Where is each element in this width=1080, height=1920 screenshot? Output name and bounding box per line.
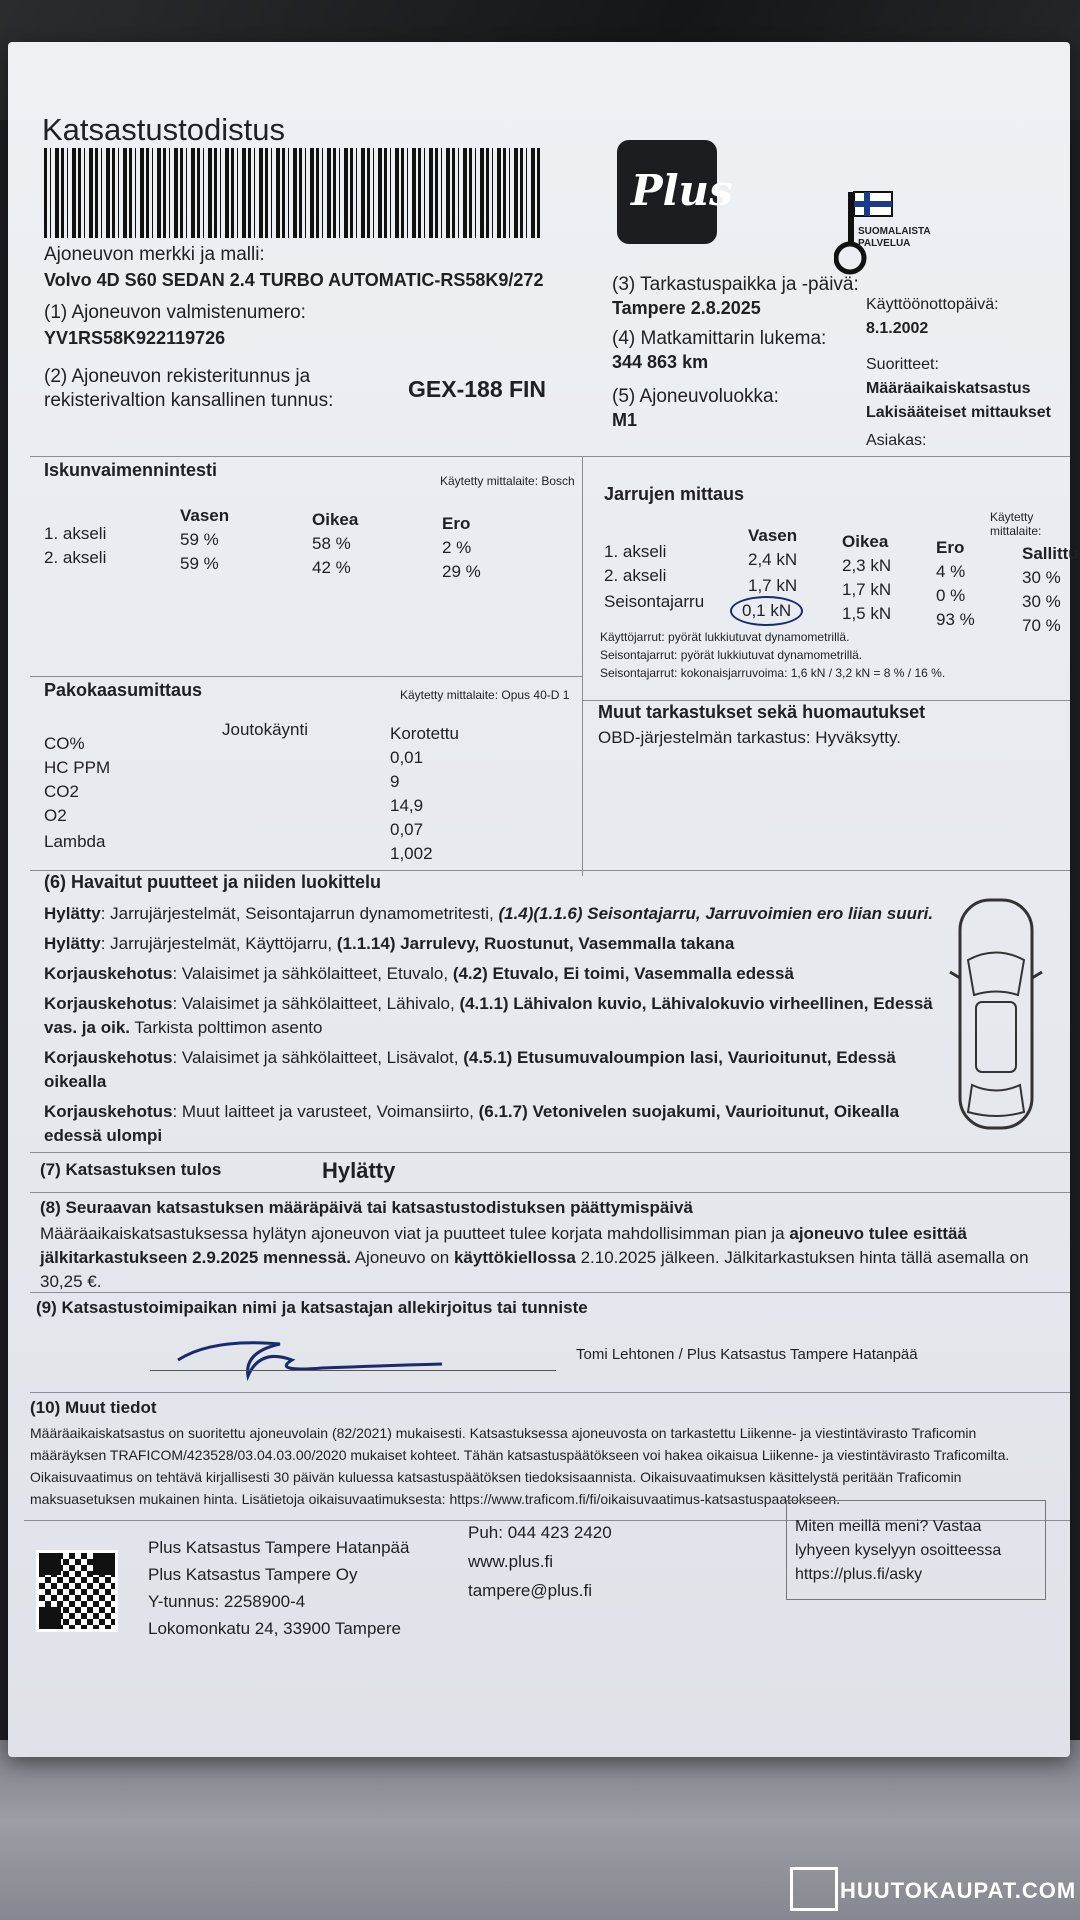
- defect-desc: : Valaisimet ja sähkölaitteet, Etuvalo,: [172, 964, 453, 983]
- shock-cell: 29 %: [442, 562, 481, 581]
- make-model-label: Ajoneuvon merkki ja malli:: [44, 244, 265, 265]
- divider: [30, 870, 1070, 871]
- defect-desc: : Muut laitteet ja varusteet, Voimansiirto,: [172, 1102, 479, 1121]
- defect-item: [44, 962, 944, 986]
- car-diagram-icon: [946, 890, 1046, 1140]
- survey-box: [786, 1500, 1046, 1600]
- shock-header-left: Vasen: [180, 506, 230, 525]
- next-text: [40, 1222, 1050, 1294]
- shock-cell: 58 %: [312, 534, 351, 553]
- shock-cell: 59 %: [180, 530, 219, 549]
- footer-ytunnus: Y-tunnus: 2258900-4: [148, 1592, 306, 1611]
- brakes-cell: 1,7 kN: [748, 576, 798, 595]
- suomalaista-palvelua-logo: [834, 186, 944, 281]
- defect-item: [44, 992, 944, 1040]
- brakes-cell: 1,7 kN: [842, 580, 892, 599]
- footer-station: Plus Katsastus Tampere Hatanpää: [148, 1538, 410, 1557]
- footer-web: www.plus.fi: [468, 1552, 554, 1571]
- brakes-note: Käyttöjarrut: pyörät lukkiutuvat dynamometrillä.: [600, 630, 850, 644]
- shock-header-diff: Ero: [442, 514, 471, 533]
- next-text-2: Ajoneuvo on: [350, 1248, 454, 1267]
- exhaust-row-label: HC PPM: [44, 758, 111, 777]
- brakes-cell: 0 %: [936, 586, 966, 605]
- qr-code: [36, 1550, 118, 1632]
- plus-logo-text: Plus: [631, 166, 733, 215]
- divider: [582, 700, 1070, 701]
- exhaust-title: Pakokaasumittaus: [44, 680, 203, 700]
- signature-title: (9) Katsastustoimipaikan nimi ja katsastajan allekirjoitus tai tunniste: [36, 1298, 588, 1317]
- performed-1: Määräaikaiskatsastus: [866, 380, 1031, 397]
- result-label: (7) Katsastuksen tulos: [40, 1160, 222, 1179]
- barcode: [44, 148, 540, 238]
- next-text-1: Määräaikaiskatsastuksessa hylätyn ajoneuvon viat ja puutteet tulee korjata mahdollisimman pian ja: [40, 1224, 790, 1243]
- divider: [30, 1152, 1070, 1153]
- vin: YV1RS58K922119726: [44, 328, 226, 348]
- first-use-label: Käyttöönottopäivä:: [866, 296, 999, 313]
- defect-desc: : Jarrujärjestelmät, Seisontajarrun dynamometritesti,: [100, 904, 499, 923]
- vin-label: (1) Ajoneuvon valmistenumero:: [44, 302, 306, 323]
- document-title: Katsastustodistus: [42, 112, 285, 147]
- defect-type: Korjauskehotus: [44, 964, 173, 983]
- defect-type: Hylätty: [44, 904, 101, 923]
- exhaust-col-idle: Joutokäynti: [222, 720, 308, 739]
- defect-item: [44, 1046, 944, 1094]
- inspector-name: Tomi Lehtonen / Plus Katsastus Tampere Hatanpää: [576, 1346, 918, 1363]
- brakes-cell: 2,4 kN: [748, 550, 798, 569]
- defect-item: [44, 932, 944, 956]
- watermark: HUUTOKAUPAT.COM: [840, 1878, 1077, 1903]
- defect-code: (4.5.1) Etusumuvaloumpion lasi, Vaurioitunut, Edessä oikealla: [44, 1048, 896, 1091]
- finn-text-1: SUOMALAISTA: [858, 226, 931, 237]
- parking-brake-left-circled: 0,1 kN: [730, 596, 803, 626]
- plus-logo: [617, 140, 733, 244]
- brakes-header: Sallittu: [1022, 544, 1079, 563]
- brakes-device: Käytetty mittalaite:: [990, 510, 1042, 538]
- brakes-cell: 70 %: [1022, 616, 1061, 635]
- exhaust-row-label: O2: [44, 806, 67, 825]
- other-checks-title: Muut tarkastukset sekä huomautukset: [598, 702, 926, 722]
- first-use-date: 8.1.2002: [866, 320, 929, 337]
- defect-code: (1.1.14) Jarrulevy, Ruostunut, Vasemmalla takana: [336, 934, 735, 953]
- next-deadline: ajoneuvo tulee esittää jälkitarkastukseen 2.9.2025 mennessä.: [40, 1224, 967, 1267]
- survey-text: Miten meillä meni? Vastaa lyhyeen kyselyyn osoitteessa https://plus.fi/asky: [795, 1518, 1002, 1583]
- exhaust-cell: 9: [390, 772, 400, 791]
- shock-title: Iskunvaimennintesti: [44, 460, 218, 480]
- shock-cell: 2 %: [442, 538, 472, 557]
- reg-label-2: rekisterivaltion kansallinen tunnus:: [44, 390, 334, 411]
- odometer: 344 863 km: [612, 352, 709, 372]
- exhaust-row-label: CO%: [44, 734, 85, 753]
- divider: [30, 1392, 1070, 1393]
- brakes-header: Ero: [936, 538, 965, 557]
- defect-type: Korjauskehotus: [44, 1048, 173, 1067]
- brakes-cell: 1,5 kN: [842, 604, 892, 623]
- brakes-header: Oikea: [842, 532, 889, 551]
- performed-label: Suoritteet:: [866, 356, 939, 373]
- defect-code: (4.2) Etuvalo, Ei toimi, Vasemmalla edessä: [452, 964, 794, 983]
- divider: [582, 456, 583, 876]
- shock-cell: 42 %: [312, 558, 351, 577]
- footer-company: Plus Katsastus Tampere Oy: [148, 1565, 358, 1584]
- place-date: Tampere 2.8.2025: [612, 298, 761, 318]
- signature-line: [150, 1370, 556, 1371]
- performed-2: Lakisääteiset mittaukset: [866, 404, 1051, 421]
- divider: [30, 456, 1070, 457]
- next-title: (8) Seuraavan katsastuksen määräpäivä tai katsastustodistuksen päättymispäivä: [40, 1198, 693, 1217]
- finn-text-2: PALVELUA: [858, 238, 911, 249]
- exhaust-cell: 0,01: [390, 748, 424, 767]
- place-label: (3) Tarkastuspaikka ja -päivä:: [612, 274, 859, 295]
- watermark-logo-icon: [790, 1867, 838, 1911]
- odometer-label: (4) Matkamittarin lukema:: [612, 328, 827, 349]
- exhaust-row-label: Lambda: [44, 832, 106, 851]
- brakes-header: Vasen: [748, 526, 798, 545]
- defect-code: (1.4)(1.1.6) Seisontajarru, Jarruvoimien ero liian suuri.: [498, 904, 934, 923]
- defect-desc: : Valaisimet ja sähkölaitteet, Lisävalot,: [172, 1048, 464, 1067]
- defect-type: Korjauskehotus: [44, 994, 173, 1013]
- defect-type: Korjauskehotus: [44, 1102, 173, 1121]
- footer-email: tampere@plus.fi: [468, 1581, 593, 1600]
- brakes-cell: 2,3 kN: [842, 556, 892, 575]
- other-info-text: Määräaikaiskatsastus on suoritettu ajoneuvolain (82/2021) mukaisesti. Katsastuksessa ajoneuvosta on tarkastettu Liikenne- ja viestintävirasto Traficomin määräyksen TRAFICOM/423528/03.04.03.00/2020 mukaiset kohteet. Tähän katsastuspäätökseen voi hakea oikaisua Liikenne- ja viestintävirasto Traficomilta. Oikaisuvaatimus on tehtävä kirjallisesti 30 päivän kuluessa katsastuspäätöksen tiedoksisaannista. Oikaisuvaatimuksen käsittelystä peritään Traficomin maksuasetuksen mukainen hinta. Lisätietoja oikaisuvaatimuksesta: https://www.traficom.fi/fi/oikaisuvaatimus-katsastuspaatokseen.: [30, 1425, 1010, 1507]
- registration-number: GEX-188 FIN: [408, 376, 547, 402]
- other-info-title: (10) Muut tiedot: [30, 1398, 157, 1417]
- exhaust-cell: 0,07: [390, 820, 424, 839]
- shock-device: Käytetty mittalaite: Bosch: [440, 474, 575, 488]
- brakes-note: Seisontajarrut: kokonaisjarruvoima: 1,6 kN / 3,2 kN = 8 % / 16 %.: [600, 666, 946, 680]
- brakes-title: Jarrujen mittaus: [604, 484, 745, 504]
- divider: [30, 1292, 1070, 1293]
- footer-phone: Puh: 044 423 2420: [468, 1523, 612, 1542]
- defect-type: Hylätty: [44, 934, 101, 953]
- defect-desc: : Valaisimet ja sähkölaitteet, Lähivalo,: [172, 994, 460, 1013]
- handwritten-signature: [172, 1330, 472, 1382]
- footer-company-block: [148, 1534, 409, 1642]
- exhaust-cell: 14,9: [390, 796, 424, 815]
- defect-desc: : Jarrujärjestelmät, Käyttöjarru,: [100, 934, 337, 953]
- next-ban: käyttökiellossa: [453, 1248, 576, 1267]
- exhaust-cell: 1,002: [390, 844, 433, 863]
- defect-item: [44, 902, 944, 926]
- brakes-cell: 4 %: [936, 562, 966, 581]
- vehicle-class: M1: [612, 410, 638, 430]
- shock-row-label: 1. akseli: [44, 524, 107, 543]
- customer-label: Asiakas:: [866, 432, 927, 449]
- brakes-row-label: Seisontajarru: [604, 592, 705, 611]
- vehicle-class-label: (5) Ajoneuvoluokka:: [612, 386, 779, 407]
- defect-code: (6.1.7) Vetonivelen suojakumi, Vaurioitunut, Oikealla edessä ulompi: [44, 1102, 900, 1145]
- brakes-cell: 30 %: [1022, 568, 1061, 587]
- footer-contact-block: [468, 1518, 612, 1605]
- exhaust-row-label: CO2: [44, 782, 79, 801]
- other-checks-text: OBD-järjestelmän tarkastus: Hyväksytty.: [598, 728, 901, 747]
- defect-extra: Tarkista polttimon asento: [130, 1018, 323, 1037]
- divider: [30, 1192, 1070, 1193]
- exhaust-col-high: Korotettu: [390, 724, 459, 743]
- reg-label-1: (2) Ajoneuvon rekisteritunnus ja: [44, 366, 311, 387]
- brakes-cell: 30 %: [1022, 592, 1061, 611]
- shock-header-right: Oikea: [312, 510, 359, 529]
- shock-row-label: 2. akseli: [44, 548, 107, 567]
- defects-title: (6) Havaitut puutteet ja niiden luokittelu: [44, 872, 382, 892]
- brakes-row-label: 1. akseli: [604, 542, 667, 561]
- divider: [30, 676, 582, 677]
- brakes-cell: 93 %: [936, 610, 975, 629]
- next-text-3: 2.10.2025 jälkeen. Jälkitarkastuksen hinta tällä asemalla on 30,25 €.: [40, 1248, 1029, 1291]
- brakes-note: Seisontajarrut: pyörät lukkiutuvat dynamometrillä.: [600, 648, 863, 662]
- defect-item: [44, 1100, 944, 1148]
- shock-cell: 59 %: [180, 554, 219, 573]
- make-model: Volvo 4D S60 SEDAN 2.4 TURBO AUTOMATIC-RS58K9/272: [44, 270, 544, 290]
- brakes-row-label: 2. akseli: [604, 566, 667, 585]
- exhaust-device: Käytetty mittalaite: Opus 40-D 1: [400, 688, 570, 702]
- defect-code: (4.1.1) Lähivalon kuvio, Lähivalokuvio virheellinen, Edessä vas. ja oik.: [44, 994, 933, 1037]
- result-value: Hylätty: [322, 1158, 396, 1183]
- footer-address: Lokomonkatu 24, 33900 Tampere: [148, 1619, 401, 1638]
